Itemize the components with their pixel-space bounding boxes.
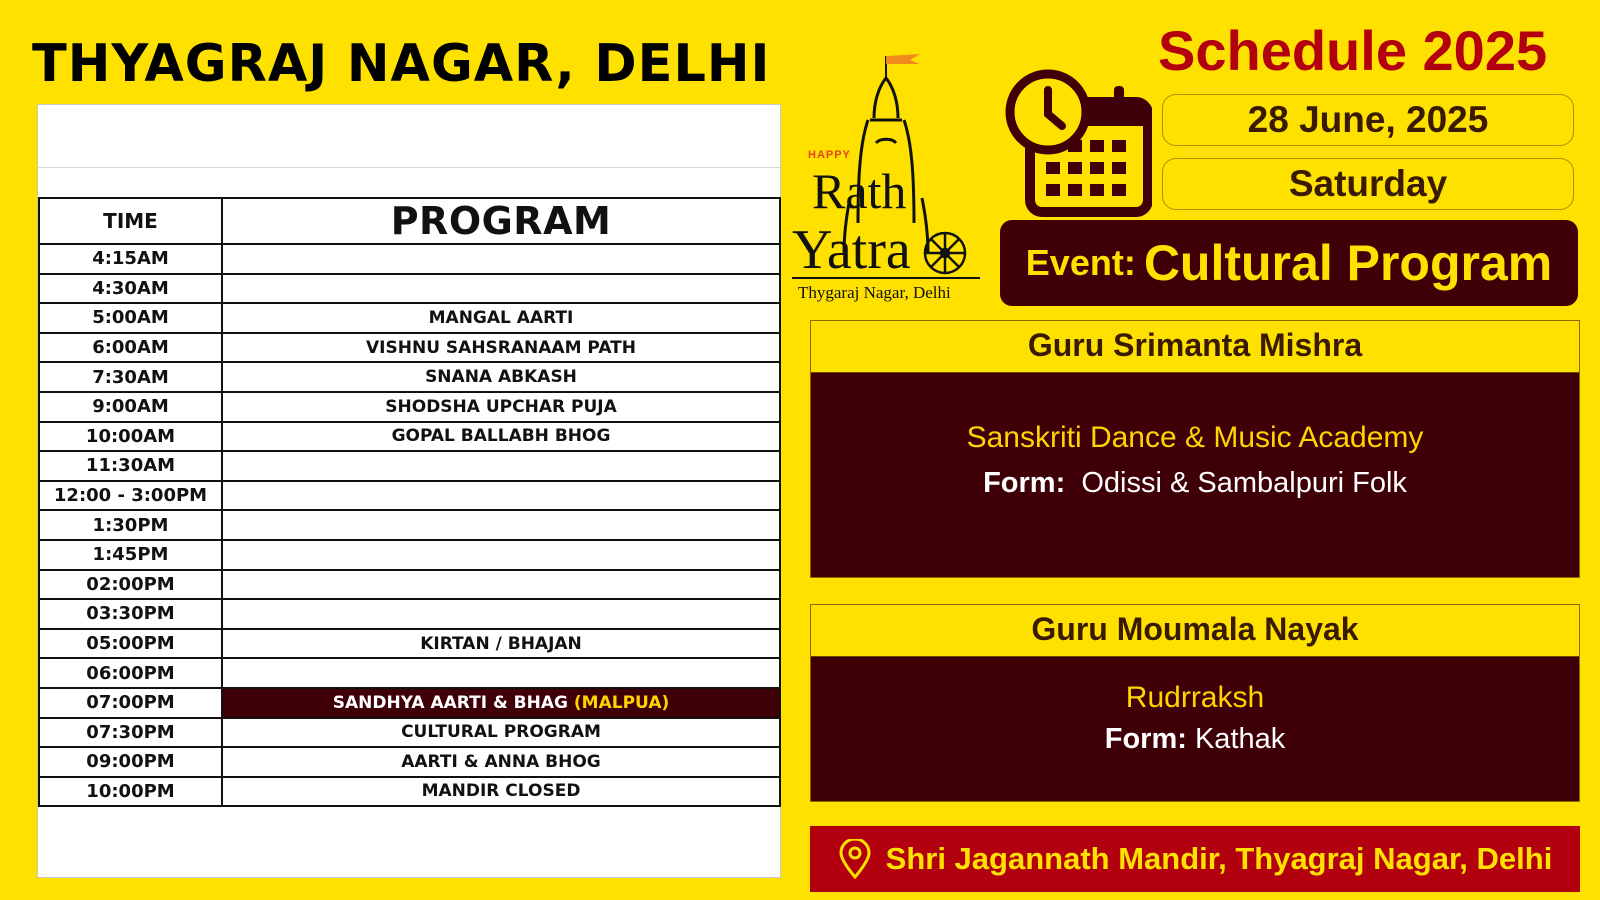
schedule-title: Schedule 2025 — [1158, 19, 1548, 82]
schedule-panel — [37, 104, 781, 878]
program-cell: MANGAL AARTI — [222, 303, 780, 333]
time-cell: 10:00AM — [39, 422, 222, 452]
flag-icon — [886, 54, 920, 78]
event-date: 28 June, 2025 — [1162, 94, 1574, 146]
table-row — [39, 718, 780, 748]
performer-details — [811, 373, 1579, 577]
program-cell: GOPAL BALLABH BHOG — [222, 422, 780, 452]
time-cell: 4:15AM — [39, 244, 222, 274]
time-cell: 02:00PM — [39, 570, 222, 600]
table-row — [39, 658, 780, 688]
program-text: SANDHYA AARTI & BHAG — [332, 692, 568, 713]
program-cell — [222, 570, 780, 600]
table-row — [39, 451, 780, 481]
academy-name: Sanskriti Dance & Music Academy — [966, 421, 1424, 454]
program-cell — [222, 244, 780, 274]
form-value: Kathak — [1194, 723, 1286, 755]
program-cell — [222, 658, 780, 688]
time-cell: 06:00PM — [39, 658, 222, 688]
venue-bar — [810, 826, 1580, 892]
table-row — [39, 303, 780, 333]
table-row — [39, 422, 780, 452]
program-cell — [222, 599, 780, 629]
time-cell: 1:30PM — [39, 510, 222, 540]
time-cell: 10:00PM — [39, 777, 222, 807]
program-cell: SHODSHA UPCHAR PUJA — [222, 392, 780, 422]
time-cell: 11:30AM — [39, 451, 222, 481]
logo-yatra-text: Yatra — [792, 219, 911, 281]
wheel-icon — [925, 233, 965, 273]
event-banner — [1000, 220, 1578, 306]
event-name: Cultural Program — [1143, 235, 1553, 291]
form-label: Form: — [1104, 723, 1187, 755]
time-cell: 12:00 - 3:00PM — [39, 481, 222, 511]
table-row — [39, 570, 780, 600]
form-label: Form: — [983, 467, 1066, 499]
form-value: Odissi & Sambalpuri Folk — [1081, 467, 1407, 499]
table-row — [39, 510, 780, 540]
program-cell — [222, 688, 780, 718]
guru-name: Guru Moumala Nayak — [811, 605, 1579, 657]
program-cell — [222, 481, 780, 511]
table-row — [39, 629, 780, 659]
time-cell: 1:45PM — [39, 540, 222, 570]
time-cell: 5:00AM — [39, 303, 222, 333]
table-header-row — [39, 198, 780, 244]
program-cell: AARTI & ANNA BHOG — [222, 747, 780, 777]
program-cell: KIRTAN / BHAJAN — [222, 629, 780, 659]
time-cell: 9:00AM — [39, 392, 222, 422]
table-row — [39, 688, 780, 718]
table-row — [39, 747, 780, 777]
time-cell: 07:00PM — [39, 688, 222, 718]
divider — [38, 167, 780, 168]
program-cell: MANDIR CLOSED — [222, 777, 780, 807]
table-row — [39, 481, 780, 511]
table-row — [39, 333, 780, 363]
table-row — [39, 540, 780, 570]
performer-card — [810, 604, 1580, 802]
time-cell: 7:30AM — [39, 362, 222, 392]
time-cell: 07:30PM — [39, 718, 222, 748]
time-cell: 03:30PM — [39, 599, 222, 629]
program-column-header: PROGRAM — [222, 198, 780, 244]
time-cell: 09:00PM — [39, 747, 222, 777]
program-cell: VISHNU SAHSRANAAM PATH — [222, 333, 780, 363]
logo-rath-text: Rath — [812, 163, 907, 219]
program-cell — [222, 540, 780, 570]
venue-text: Shri Jagannath Mandir, Thyagraj Nagar, Delhi — [885, 841, 1553, 876]
time-cell: 4:30AM — [39, 274, 222, 304]
program-cell — [222, 510, 780, 540]
table-row — [39, 777, 780, 807]
location-pin-icon — [838, 839, 872, 879]
time-column-header: TIME — [39, 198, 222, 244]
event-day: Saturday — [1162, 158, 1574, 210]
table-row — [39, 392, 780, 422]
logo-place-text: Thygaraj Nagar, Delhi — [798, 283, 951, 302]
logo-happy-text: HAPPY — [808, 149, 851, 161]
rath-yatra-logo — [790, 48, 1000, 318]
location-title: THYAGRAJ NAGAR, DELHI — [32, 34, 771, 94]
academy-name: Rudrraksh — [1125, 681, 1265, 714]
performer-details — [811, 657, 1579, 801]
time-cell: 05:00PM — [39, 629, 222, 659]
schedule-table — [38, 197, 781, 807]
table-row — [39, 274, 780, 304]
event-label: Event: — [1025, 242, 1136, 283]
guru-name: Guru Srimanta Mishra — [811, 321, 1579, 373]
calendar-clock-icon — [1004, 68, 1152, 218]
table-row — [39, 599, 780, 629]
dance-form — [811, 467, 1579, 500]
table-row — [39, 244, 780, 274]
table-row — [39, 362, 780, 392]
program-cell — [222, 451, 780, 481]
program-suffix: (MALPUA) — [573, 692, 670, 713]
program-cell: CULTURAL PROGRAM — [222, 718, 780, 748]
program-cell: SNANA ABKASH — [222, 362, 780, 392]
program-cell — [222, 274, 780, 304]
performer-card — [810, 320, 1580, 578]
dance-form — [811, 723, 1579, 756]
time-cell: 6:00AM — [39, 333, 222, 363]
